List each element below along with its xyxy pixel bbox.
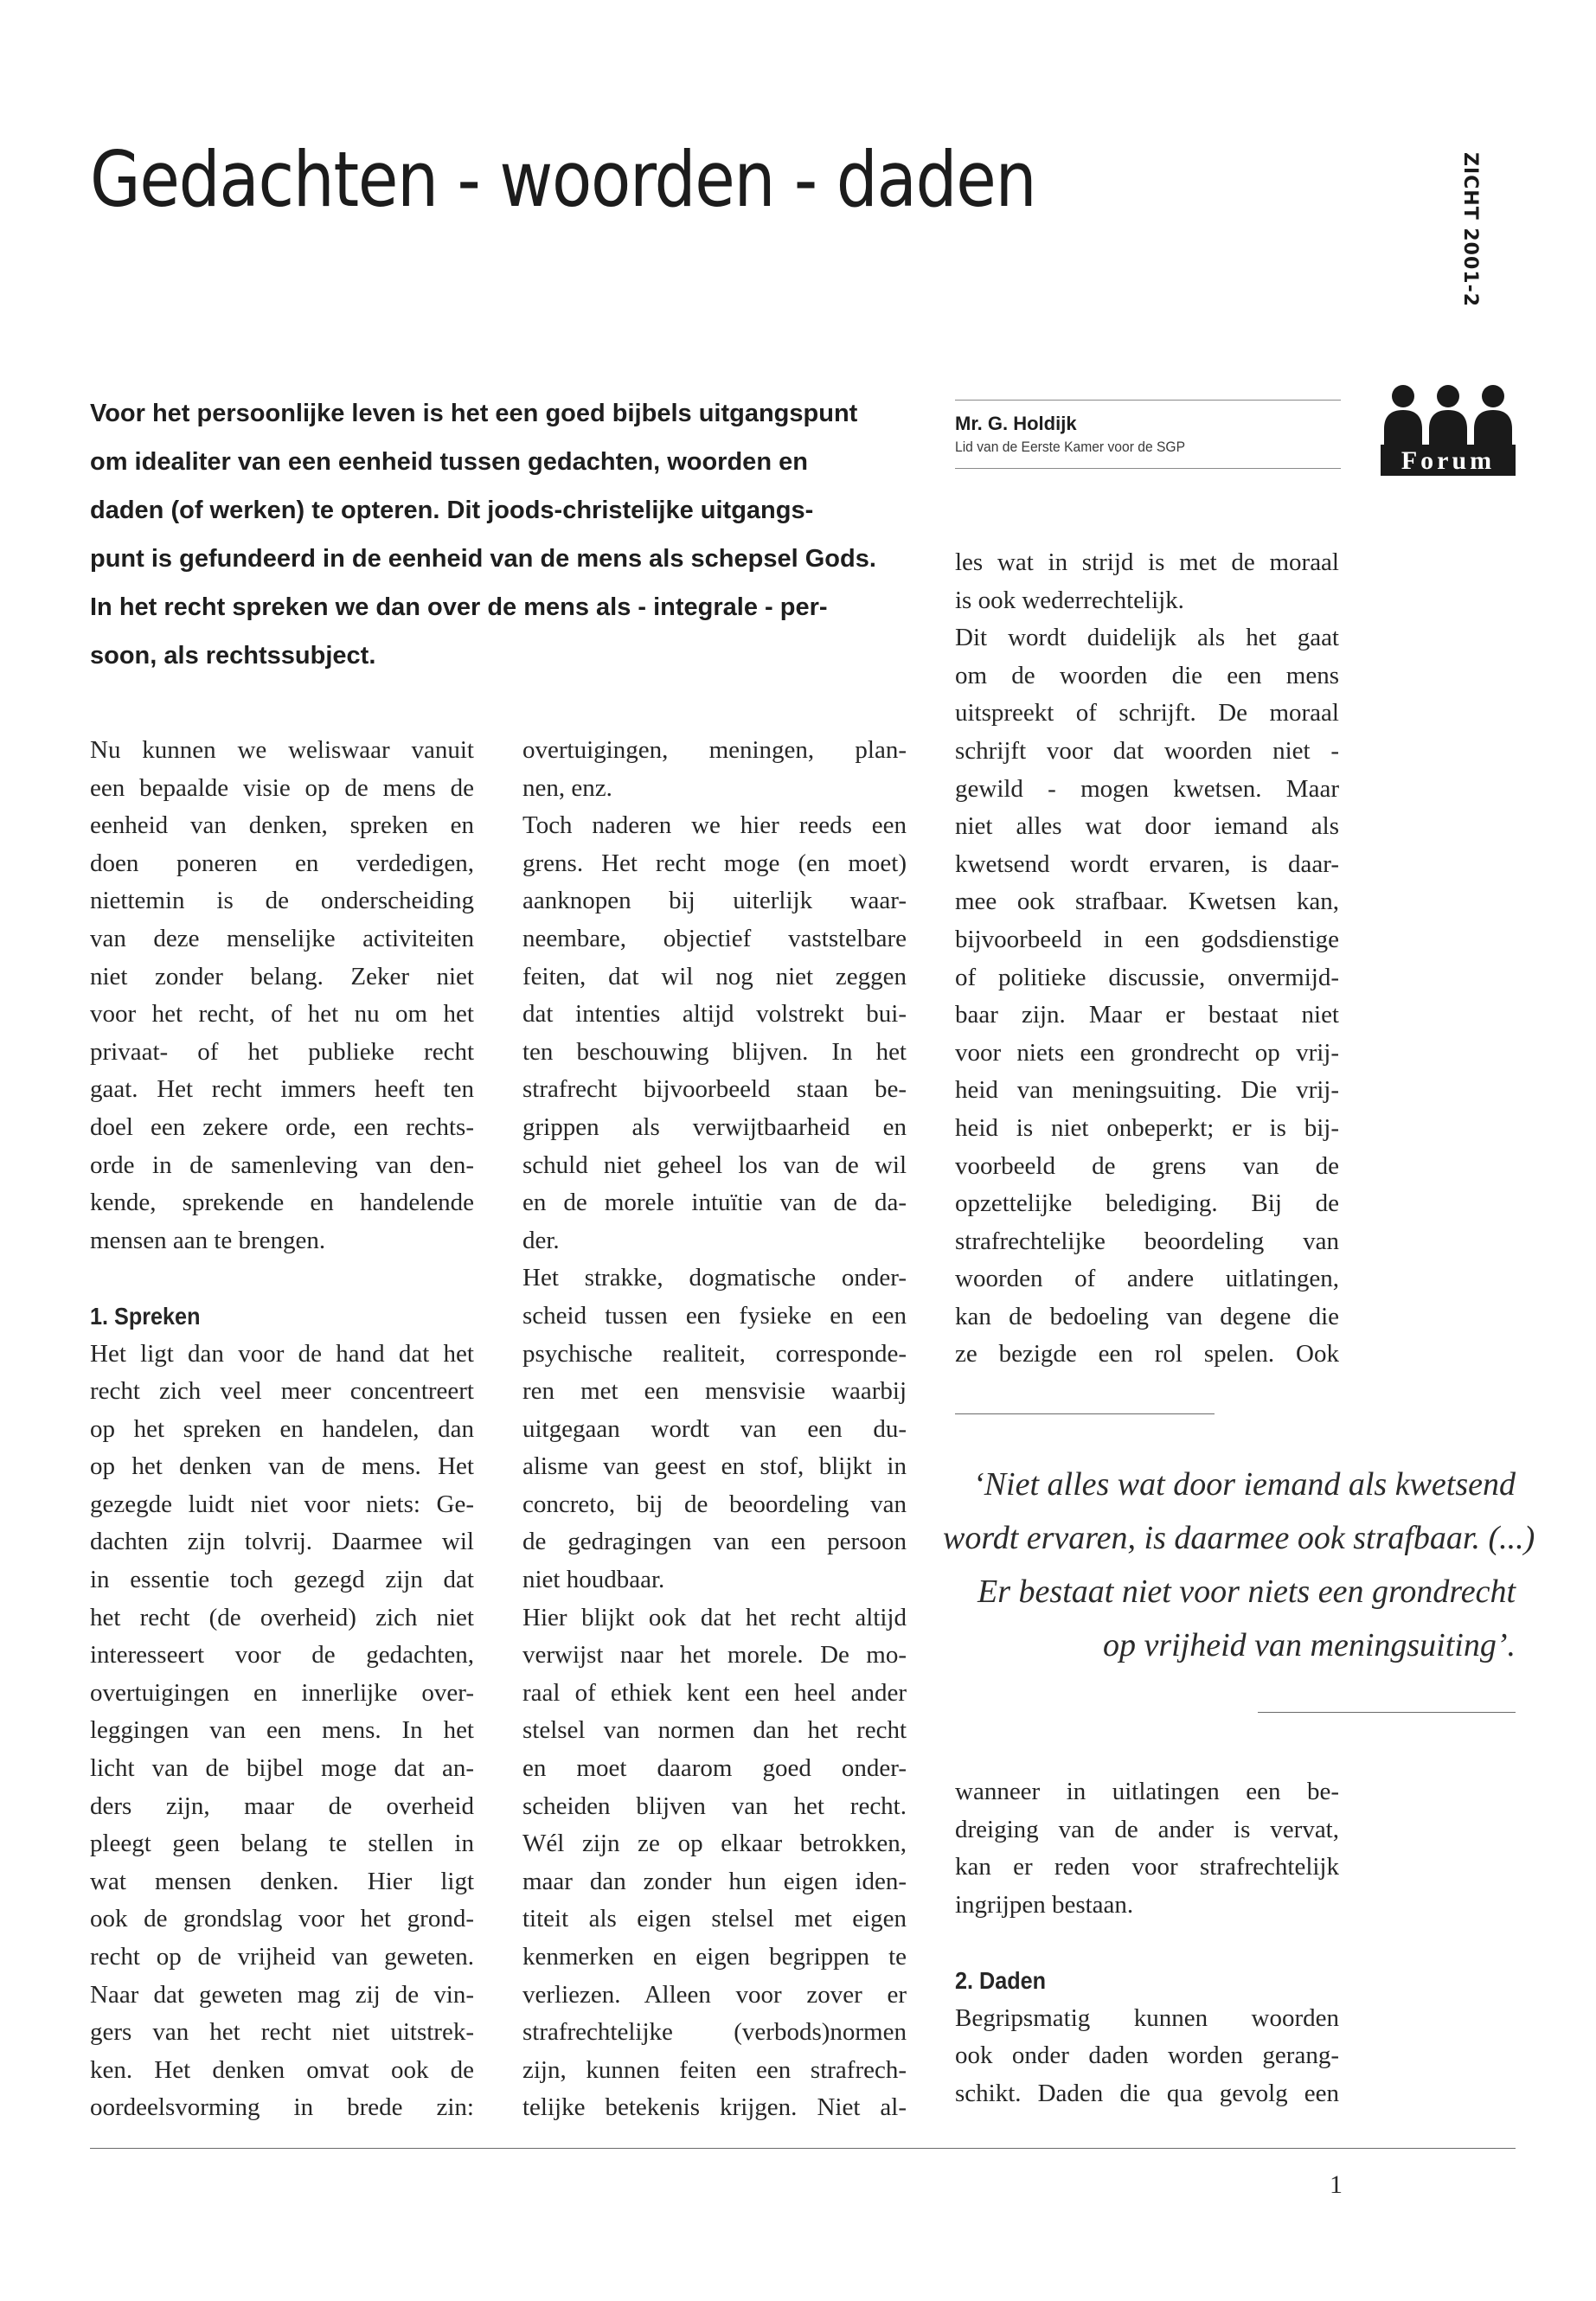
- text-line: gaat. Het recht immers heeft ten: [90, 1075, 474, 1104]
- text-line: wanneer in uitlatingen een be-: [955, 1778, 1339, 1805]
- text-line: maar dan zonder hun eigen iden-: [522, 1867, 907, 1895]
- text-line: voorbeeld de grens van de: [955, 1151, 1339, 1180]
- text-line: heid van meningsuiting. Die vrij-: [955, 1076, 1339, 1105]
- text-line: bijvoorbeeld in een godsdienstige: [955, 925, 1339, 953]
- text-line: orde in de samenleving van den-: [90, 1150, 474, 1179]
- text-line: kende, sprekende en handelende: [90, 1189, 474, 1217]
- text-line: voor het recht, of het nu om het: [90, 1000, 474, 1029]
- text-line: overtuigingen, meningen, plan-: [522, 736, 907, 764]
- text-line: kan de bedoeling van degene die: [955, 1302, 1339, 1330]
- text-line: strafrechtelijke (verbods)normen: [522, 2018, 907, 2047]
- text-line: privaat- of het publieke recht: [90, 1037, 474, 1066]
- text-line: Wél zijn ze op elkaar betrokken,: [522, 1830, 907, 1858]
- quote-rule-bottom: [1258, 1712, 1516, 1713]
- text-line: dat intenties altijd volstrekt bui-: [522, 1000, 907, 1029]
- intro-line: In het recht spreken we dan over de mens als - integrale - per-: [90, 593, 828, 621]
- text-line: een bepaalde visie op de mens de: [90, 773, 474, 802]
- text-line: gezegde luidt niet voor niets: Ge-: [90, 1490, 474, 1518]
- text-line: mee ook strafbaar. Kwetsen kan,: [955, 888, 1339, 916]
- text-line: kan er reden voor strafrechtelijk: [955, 1853, 1339, 1881]
- forum-logo-icon: [1381, 384, 1516, 476]
- text-line: Begripsmatig kunnen woorden: [955, 2003, 1339, 2032]
- text-line: aanknopen bij uiterlijk waar-: [522, 887, 907, 915]
- intro-line: Voor het persoonlijke leven is het een goed bijbels uitgangspunt: [90, 400, 858, 427]
- intro-line: daden (of werken) te opteren. Dit joods-christelijke uitgangs-: [90, 497, 814, 524]
- text-line: en de morele intuïtie van de da-: [522, 1189, 907, 1217]
- text-line: of politieke discussie, onvermijd-: [955, 963, 1339, 991]
- text-line: grens. Het recht moge (en moet): [522, 849, 907, 877]
- text-line: grippen als verwijtbaarheid en: [522, 1112, 907, 1141]
- text-line: pleegt geen belang te stellen in: [90, 1830, 474, 1858]
- forum-logo-text: Forum: [1401, 446, 1496, 475]
- text-line: raal of ethiek kent een heel ander: [522, 1678, 907, 1707]
- text-line: overtuigingen en innerlijke over-: [90, 1678, 474, 1707]
- text-line: telijke betekenis krijgen. Niet al-: [522, 2093, 907, 2122]
- text-line: gers van het recht niet uitstrek-: [90, 2018, 474, 2047]
- text-line: neembare, objectief vaststelbare: [522, 924, 907, 952]
- body-column-1: [90, 732, 474, 2127]
- text-line: leggingen van een mens. In het: [90, 1716, 474, 1745]
- intro-line: om idealiter van een eenheid tussen gedachten, woorden en: [90, 448, 808, 476]
- text-line: uitgegaan wordt van een du-: [522, 1414, 907, 1443]
- text-line: niet zonder belang. Zeker niet: [90, 962, 474, 990]
- author-name: Mr. G. Holdijk: [955, 413, 1077, 434]
- body-column-3-lower: [955, 1773, 1339, 2112]
- page-number: 1: [1330, 2170, 1343, 2199]
- text-line: is ook wederrechtelijk.: [955, 586, 1184, 614]
- text-line: feiten, dat wil nog niet zeggen: [522, 962, 907, 990]
- text-line: scheiden blijven van het recht.: [522, 1791, 907, 1820]
- text-line: ook onder daden worden gerang-: [955, 2041, 1339, 2070]
- text-line: het recht (de overheid) zich niet: [90, 1603, 474, 1631]
- text-line: ze bezigde een rol spelen. Ook: [955, 1340, 1339, 1368]
- section-heading-daden: 2. Daden: [955, 1966, 1047, 1994]
- text-line: ingrijpen bestaan.: [955, 1890, 1134, 1919]
- text-line: recht zich veel meer concentreert: [90, 1377, 474, 1406]
- text-line: baar zijn. Maar er bestaat niet: [955, 1001, 1339, 1029]
- text-line: concreto, bij de beoordeling van: [522, 1490, 907, 1518]
- body-column-3-upper: [955, 544, 1339, 1374]
- text-line: op het denken van de mens. Het: [90, 1452, 474, 1481]
- text-line: schrijft voor dat woorden niet -: [955, 736, 1339, 765]
- quote-line: Er bestaat niet voor niets een grondrecht: [977, 1574, 1516, 1610]
- text-line: niettemin is de onderscheiding: [90, 887, 474, 915]
- quote-rule-top: [955, 1413, 1215, 1414]
- text-line: verliezen. Alleen voor zover er: [522, 1980, 907, 2009]
- text-line: psychische realiteit, corresponde-: [522, 1339, 907, 1368]
- intro-line: soon, als rechtssubject.: [90, 642, 376, 670]
- text-line: licht van de bijbel moge dat an-: [90, 1754, 474, 1783]
- quote-line: ‘Niet alles wat door iemand als kwetsend: [973, 1466, 1516, 1503]
- text-line: alisme van geest en stof, blijkt in: [522, 1452, 907, 1481]
- intro-line: punt is gefundeerd in de eenheid van de mens als schepsel Gods.: [90, 545, 876, 573]
- footer-rule: [90, 2148, 1516, 2149]
- intro-lead: [90, 389, 920, 680]
- text-line: en moet daarom goed onder-: [522, 1754, 907, 1783]
- text-line: schuld niet geheel los van de wil: [522, 1150, 907, 1179]
- text-line: Dit wordt duidelijk als het gaat: [955, 624, 1339, 652]
- text-line: doen poneren en verdedigen,: [90, 849, 474, 877]
- text-line: uitspreekt of schrijft. De moraal: [955, 699, 1339, 727]
- pull-quote: [943, 1458, 1535, 1672]
- quote-line: op vrijheid van meningsuiting’.: [1102, 1627, 1516, 1663]
- author-role: Lid van de Eerste Kamer voor de SGP: [955, 439, 1186, 455]
- text-line: Nu kunnen we weliswaar vanuit: [90, 736, 474, 764]
- issue-tag: ZICHT 2001-2: [1459, 152, 1481, 308]
- text-line: ook de grondslag voor het grond-: [90, 1905, 474, 1933]
- text-line: Naar dat geweten mag zij de vin-: [90, 1980, 474, 2009]
- text-line: de gedragingen van een persoon: [522, 1528, 907, 1556]
- text-line: mensen aan te brengen.: [90, 1226, 326, 1254]
- author-rule-bottom: [955, 468, 1341, 469]
- text-line: strafrechtelijke beoordeling van: [955, 1227, 1339, 1255]
- text-line: gewild - mogen kwetsen. Maar: [955, 774, 1339, 803]
- text-line: stelsel van normen dan het recht: [522, 1716, 907, 1745]
- page-title: Gedachten - woorden - daden: [90, 135, 1036, 224]
- text-line: van deze menselijke activiteiten: [90, 924, 474, 952]
- text-line: heid is niet onbeperkt; er is bij-: [955, 1113, 1339, 1142]
- text-line: dreiging van de ander is vervat,: [955, 1815, 1339, 1843]
- text-line: oordeelsvorming in brede zin:: [90, 2093, 474, 2122]
- text-line: nen, enz.: [522, 773, 612, 802]
- text-line: schikt. Daden die qua gevolg een: [955, 2079, 1339, 2107]
- text-line: Het ligt dan voor de hand dat het: [90, 1339, 474, 1368]
- text-line: titeit als eigen stelsel met eigen: [522, 1905, 907, 1933]
- text-line: in essentie toch gezegd zijn dat: [90, 1566, 474, 1594]
- section-heading-spreken: 1. Spreken: [90, 1302, 201, 1330]
- text-line: scheid tussen een fysieke en een: [522, 1301, 907, 1330]
- text-line: woorden of andere uitlatingen,: [955, 1265, 1339, 1293]
- text-line: strafrecht bijvoorbeeld staan be-: [522, 1075, 907, 1104]
- paragraph-gap: [90, 1259, 474, 1298]
- text-line: ten beschouwing blijven. In het: [522, 1037, 907, 1066]
- text-line: les wat in strijd is met de moraal: [955, 548, 1339, 576]
- text-line: doel een zekere orde, een rechts-: [90, 1112, 474, 1141]
- text-line: kwetsend wordt ervaren, is daar-: [955, 849, 1339, 878]
- author-rule-top: [955, 400, 1341, 401]
- text-line: Het strakke, dogmatische onder-: [522, 1264, 907, 1292]
- text-line: Hier blijkt ook dat het recht altijd: [522, 1603, 907, 1631]
- text-line: Toch naderen we hier reeds een: [522, 811, 907, 840]
- text-line: niet alles wat door iemand als: [955, 812, 1339, 841]
- text-line: voor niets een grondrecht op vrij-: [955, 1038, 1339, 1067]
- text-line: ders zijn, maar de overheid: [90, 1791, 474, 1820]
- text-line: eenheid van denken, spreken en: [90, 811, 474, 840]
- text-line: interesseert voor de gedachten,: [90, 1641, 474, 1670]
- paragraph-gap: [955, 1924, 1339, 1962]
- text-line: kenmerken en eigen begrippen te: [522, 1943, 907, 1971]
- text-line: dachten zijn tolvrij. Daarmee wil: [90, 1528, 474, 1556]
- text-line: niet houdbaar.: [522, 1566, 665, 1594]
- text-line: verwijst naar het morele. De mo-: [522, 1641, 907, 1670]
- quote-line: wordt ervaren, is daarmee ook strafbaar. (...): [943, 1520, 1535, 1556]
- text-line: recht op de vrijheid van geweten.: [90, 1943, 474, 1971]
- text-line: om de woorden die een mens: [955, 661, 1339, 689]
- text-line: ren met een mensvisie waarbij: [522, 1377, 907, 1406]
- text-line: op het spreken en handelen, dan: [90, 1414, 474, 1443]
- text-line: ken. Het denken omvat ook de: [90, 2055, 474, 2084]
- text-line: opzettelijke belediging. Bij de: [955, 1189, 1339, 1218]
- body-column-2: [522, 732, 907, 2127]
- text-line: der.: [522, 1226, 560, 1254]
- text-line: zijn, kunnen feiten een strafrech-: [522, 2055, 907, 2084]
- author-box: [955, 400, 1341, 469]
- text-line: wat mensen denken. Hier ligt: [90, 1867, 474, 1895]
